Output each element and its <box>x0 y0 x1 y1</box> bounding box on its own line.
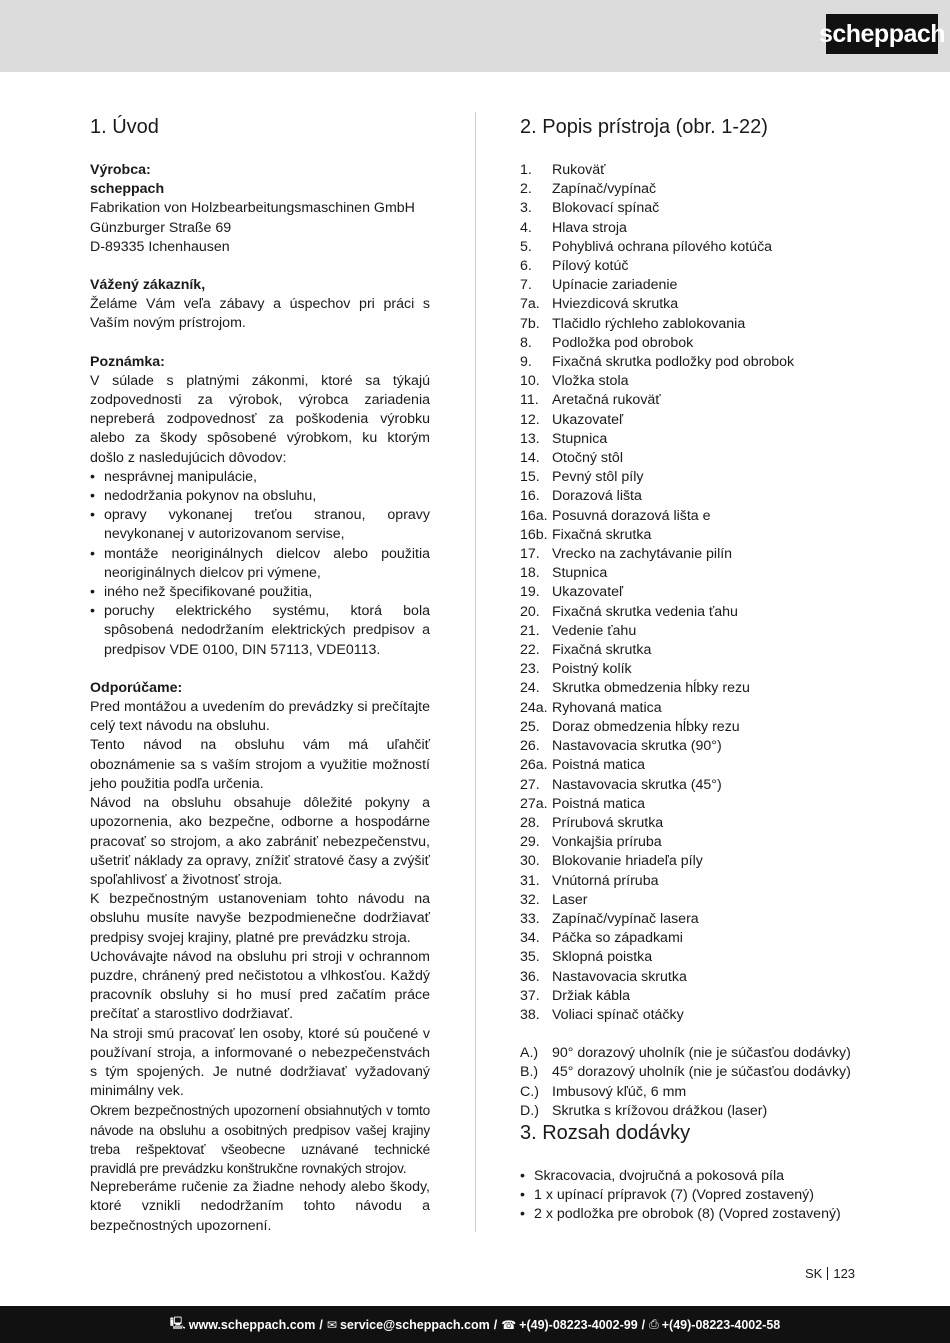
list-item <box>520 795 865 814</box>
list-item <box>520 833 865 852</box>
item-label: Skrutka obmedzenia hĺbky rezu <box>552 680 750 697</box>
phone-icon: ☎ <box>501 1317 517 1332</box>
left-column <box>90 115 430 1236</box>
item-number: 38. <box>520 1006 540 1023</box>
section-title-intro: 1. Úvod <box>90 116 159 138</box>
item-number: 4. <box>520 219 532 236</box>
list-item <box>520 391 865 410</box>
list-item <box>520 679 865 698</box>
list-item <box>520 660 865 679</box>
list-item <box>520 545 865 564</box>
item-label: Vnútorná príruba <box>552 872 659 889</box>
page-number <box>805 1266 855 1281</box>
item-label: Hlava stroja <box>552 219 627 236</box>
item-number: 22. <box>520 642 540 659</box>
item-label: Pílový kotúč <box>552 258 629 275</box>
list-item <box>520 411 865 430</box>
item-label: 90° dorazový uholník (nie je súčasťou dodávky) <box>552 1045 851 1062</box>
item-number: 27. <box>520 776 540 793</box>
item-label: Fixačná skrutka <box>552 642 652 659</box>
paragraph: K bezpečnostným ustanoveniam tohto návodu na obsluhu musíte navyše bezpodmienečne dodržiavať predpisy svojej krajiny, platné pre prevádzku stroja. <box>90 891 430 946</box>
list-item <box>520 891 865 910</box>
right-column <box>520 115 865 1225</box>
list-item <box>520 334 865 353</box>
item-label: Upínacie zariadenie <box>552 277 678 294</box>
note-text: V súlade s platnými zákonmi, ktoré sa týkajú zodpovednosti za výrobok, výrobca zariadenia nepreberá zodpovednosť za poškodenia výrobku alebo za škody spôsobené výrobkom, ku ktorým došlo z nasledujúcich dôvodov: <box>90 372 430 466</box>
paragraph: Návod na obsluhu obsahuje dôležité pokyny a upozornenia, ako bezpečne, odborne a hospodárne pracovať so strojom, a ako zabrániť nebezpečenstvu, ušetriť náklady za opravy, znížiť stratové časy a zvýšiť spoľahlivosť a životnosť stroja. <box>90 795 430 888</box>
list-item <box>520 987 865 1006</box>
item-number: 10. <box>520 373 540 390</box>
item-number: 35. <box>520 949 540 966</box>
item-label: Držiak kábla <box>552 987 631 1004</box>
item-label: Poistný kolík <box>552 661 632 678</box>
item-number: 2. <box>520 181 532 198</box>
list-item: • montáže neoriginálnych dielcov alebo použitia neoriginálnych dielcov pri výmene, <box>90 545 430 583</box>
item-label: Stupnica <box>552 430 608 447</box>
item-number: 7. <box>520 277 532 294</box>
list-item <box>520 968 865 987</box>
list-item: • Skracovacia, dvojručná a pokosová píla <box>520 1167 865 1186</box>
item-label: Imbusový kľúč, 6 mm <box>552 1083 687 1100</box>
item-label: Blokovanie hriadeľa píly <box>552 853 703 870</box>
greeting-text: Želáme Vám veľa zábavy a úspechov pri práci s Vaším novým prístrojom. <box>90 296 430 332</box>
item-label: Poistná matica <box>552 795 646 812</box>
list-item <box>520 872 865 891</box>
paragraph: Tento návod na obsluhu vám má uľahčiť oboznámenie sa s vaším strojom a využitie možností jeho použitia podľa určenia. <box>90 737 430 792</box>
item-label: Doraz obmedzenia hĺbky rezu <box>552 718 740 735</box>
list-item <box>520 948 865 967</box>
list-item <box>520 583 865 602</box>
item-label: 45° dorazový uholník (nie je súčasťou dodávky) <box>552 1064 851 1081</box>
list-item <box>520 257 865 276</box>
list-item <box>520 180 865 199</box>
item-number: 12. <box>520 411 540 428</box>
list-item: • 2 x podložka pre obrobok (8) (Vopred zostavený) <box>520 1205 865 1224</box>
list-item <box>520 1044 865 1063</box>
item-label: Vonkajšia príruba <box>552 834 662 851</box>
paragraph: Pred montážou a uvedením do prevádzky si prečítajte celý text návodu na obsluhu. <box>90 699 430 735</box>
item-label: Stupnica <box>552 565 608 582</box>
item-number: C.) <box>520 1083 539 1100</box>
recommend-label: Odporúčame: <box>90 679 183 696</box>
item-number: D.) <box>520 1102 539 1119</box>
footer-phone: +(49)-08223-4002-99 <box>519 1317 638 1332</box>
manufacturer-label: Výrobca: <box>90 162 151 178</box>
list-item <box>520 641 865 660</box>
item-number: 24. <box>520 680 540 697</box>
list-item <box>520 910 865 929</box>
list-item <box>520 238 865 257</box>
item-number: 19. <box>520 584 540 601</box>
list-item <box>520 1006 865 1025</box>
item-number: 13. <box>520 430 540 447</box>
section-title-description: 2. Popis prístroja (obr. 1-22) <box>520 116 768 138</box>
list-item <box>520 507 865 526</box>
item-number: 5. <box>520 238 532 255</box>
list-item <box>520 315 865 334</box>
list-item <box>520 603 865 622</box>
item-number: 32. <box>520 891 540 908</box>
item-label: Zapínač/vypínač <box>552 181 657 198</box>
page-number-value: 123 <box>833 1266 856 1281</box>
item-label: Páčka so západkami <box>552 930 683 947</box>
item-label: Posuvná dorazová lišta e <box>552 507 711 524</box>
item-label: Laser <box>552 891 588 908</box>
item-label: Podložka pod obrobok <box>552 334 694 351</box>
list-item <box>520 699 865 718</box>
item-label: Dorazová lišta <box>552 488 642 505</box>
item-number: 15. <box>520 469 540 486</box>
note-label: Poznámka: <box>90 353 165 370</box>
item-number: 20. <box>520 603 540 620</box>
item-number: 26a. <box>520 757 548 774</box>
list-item: • nesprávnej manipulácie, <box>90 468 430 487</box>
item-number: 36. <box>520 968 540 985</box>
item-number: A.) <box>520 1045 539 1062</box>
manufacturer-line: Fabrikation von Holzbearbeitungsmaschinen GmbH <box>90 200 415 217</box>
list-item <box>520 1102 865 1121</box>
item-label: Fixačná skrutka vedenia ťahu <box>552 603 738 620</box>
fax-icon: ⎙ <box>649 1317 659 1331</box>
mail-icon: ✉ <box>326 1317 337 1332</box>
item-label: Prírubová skrutka <box>552 814 664 831</box>
item-number: 25. <box>520 718 540 735</box>
item-number: 16. <box>520 488 540 505</box>
footer-email[interactable]: service@scheppach.com <box>339 1317 490 1332</box>
item-number: 7a. <box>520 296 540 313</box>
column-divider <box>475 112 476 1232</box>
item-label: Aretačná rukoväť <box>552 392 661 409</box>
delivery-list <box>520 1167 865 1225</box>
item-number: 9. <box>520 354 532 371</box>
footer-fax: +(49)-08223-4002-58 <box>661 1317 781 1332</box>
manufacturer-line: D-89335 Ichenhausen <box>90 238 230 255</box>
section-title-delivery: 3. Rozsah dodávky <box>520 1121 691 1144</box>
item-number: 3. <box>520 200 532 217</box>
list-item <box>520 295 865 314</box>
item-label: Nastavovacia skrutka (90°) <box>552 738 722 755</box>
list-item <box>520 737 865 756</box>
item-number: 31. <box>520 872 540 889</box>
item-label: Sklopná poistka <box>552 949 653 966</box>
item-number: 16b. <box>520 526 548 543</box>
list-item <box>520 929 865 948</box>
list-item <box>520 161 865 180</box>
list-item: • iného než špecifikované použitia, <box>90 583 430 602</box>
item-label: Zapínač/vypínač lasera <box>552 910 699 927</box>
item-label: Vrecko na zachytávanie pilín <box>552 546 733 563</box>
scheppach-logo: scheppach <box>826 14 938 54</box>
list-item <box>520 776 865 795</box>
list-item: • nedodržania pokynov na obsluhu, <box>90 487 430 506</box>
item-number: 24a. <box>520 699 548 716</box>
paragraph: Na stroji smú pracovať len osoby, ktoré sú poučené v používaní stroja, a informované o nebezpečenstvách s tým spojených. Je nutné dodržiavať vyžadovaný minimálny vek. <box>90 1025 430 1100</box>
item-label: Blokovací spínač <box>552 200 660 217</box>
item-label: Poistná matica <box>552 757 646 774</box>
item-number: 7b. <box>520 315 540 332</box>
item-number: 14. <box>520 450 540 467</box>
footer-bar: 🖳 www.scheppach.com / ✉ service@scheppach.com / ☎ +(49)-08223-4002-99 / ⎙ +(49)-08223-4002-58 <box>0 1306 950 1343</box>
item-number: 8. <box>520 334 532 351</box>
list-item <box>520 372 865 391</box>
item-label: Rukoväť <box>552 162 606 178</box>
item-number: 28. <box>520 814 540 831</box>
list-item: • 1 x upínací prípravok (7) (Vopred zostavený) <box>520 1186 865 1205</box>
greeting-label: Vážený zákazník, <box>90 277 206 294</box>
language-code: SK <box>805 1266 823 1281</box>
item-number: 1. <box>520 162 532 178</box>
item-label: Vložka stola <box>552 373 629 390</box>
list-item <box>520 199 865 218</box>
list-item <box>520 526 865 545</box>
footer-web[interactable]: www.scheppach.com <box>188 1317 316 1332</box>
item-number: 17. <box>520 546 540 563</box>
item-label: Ukazovateľ <box>552 584 624 601</box>
list-item <box>520 487 865 506</box>
item-label: Skrutka s krížovou drážkou (laser) <box>552 1102 768 1119</box>
item-label: Nastavovacia skrutka (45°) <box>552 776 722 793</box>
item-label: Ukazovateľ <box>552 411 624 428</box>
item-number: 11. <box>520 392 539 409</box>
item-number: 30. <box>520 853 540 870</box>
item-number: 26. <box>520 738 540 755</box>
list-item <box>520 219 865 238</box>
item-label: Voliaci spínač otáčky <box>552 1006 684 1023</box>
item-label: Pohyblivá ochrana pílového kotúča <box>552 238 773 255</box>
list-item <box>520 756 865 775</box>
list-item <box>520 814 865 833</box>
list-item <box>520 564 865 583</box>
item-number: 18. <box>520 565 540 582</box>
list-item <box>520 430 865 449</box>
paragraph: Nepreberáme ručenie za žiadne nehody alebo škody, ktoré vznikli nedodržaním tohto návodu a bezpečnostných upozornení. <box>90 1179 430 1234</box>
item-label: Hviezdicová skrutka <box>552 296 679 313</box>
item-label: Ryhovaná matica <box>552 699 662 716</box>
list-item <box>520 353 865 372</box>
item-number: 21. <box>520 622 540 639</box>
list-item <box>520 1083 865 1102</box>
list-item <box>520 449 865 468</box>
note-bullet-list <box>90 468 430 660</box>
item-label: Otočný stôl <box>552 450 623 467</box>
list-item <box>520 718 865 737</box>
list-item: • opravy vykonanej treťou stranou, opravy nevykonanej v autorizovanom servise, <box>90 506 430 544</box>
item-number: 27a. <box>520 795 548 812</box>
parts-list <box>520 161 865 1025</box>
item-number: 23. <box>520 661 540 678</box>
item-label: Nastavovacia skrutka <box>552 968 687 985</box>
item-number: 16a. <box>520 507 548 524</box>
list-item <box>520 622 865 641</box>
item-number: B.) <box>520 1064 539 1081</box>
item-number: 34. <box>520 930 540 947</box>
item-label: Pevný stôl píly <box>552 469 644 486</box>
item-label: Tlačidlo rýchleho zablokovania <box>552 315 746 332</box>
item-label: Fixačná skrutka <box>552 526 652 543</box>
list-item <box>520 852 865 871</box>
paragraph: Okrem bezpečnostných upozornení obsiahnutých v tomto návode na obsluhu a osobitných predpisov vašej krajiny treba rešpektovať všeobecne uznávané technické pravidlá pre prevádzku konštrukčne rovnakých strojov. <box>90 1103 430 1176</box>
accessories-list <box>520 1044 865 1121</box>
list-item: • poruchy elektrického systému, ktorá bola spôsobená nedodržaním elektrických predpisov a predpisov VDE 0100, DIN 57113, VDE0113. <box>90 602 430 660</box>
paragraph: Uchovávajte návod na obsluhu pri stroji v ochrannom puzdre, chránený pred nečistotou a vlhkosťou. Každý pracovník obsluhy si ho musí pred začatím práce prečítať a starostlivo dodržiavať. <box>90 948 430 1023</box>
header-band <box>0 0 950 72</box>
item-label: Vedenie ťahu <box>552 622 637 639</box>
item-number: 33. <box>520 910 540 927</box>
item-label: Fixačná skrutka podložky pod obrobok <box>552 354 795 371</box>
item-number: 6. <box>520 258 532 275</box>
manufacturer-name: scheppach <box>90 181 165 198</box>
list-item <box>520 468 865 487</box>
item-number: 29. <box>520 834 540 851</box>
manufacturer-line: Günzburger Straße 69 <box>90 219 232 236</box>
item-number: 37. <box>520 987 540 1004</box>
computer-icon: 🖳 <box>169 1316 186 1330</box>
list-item <box>520 1063 865 1082</box>
list-item <box>520 276 865 295</box>
